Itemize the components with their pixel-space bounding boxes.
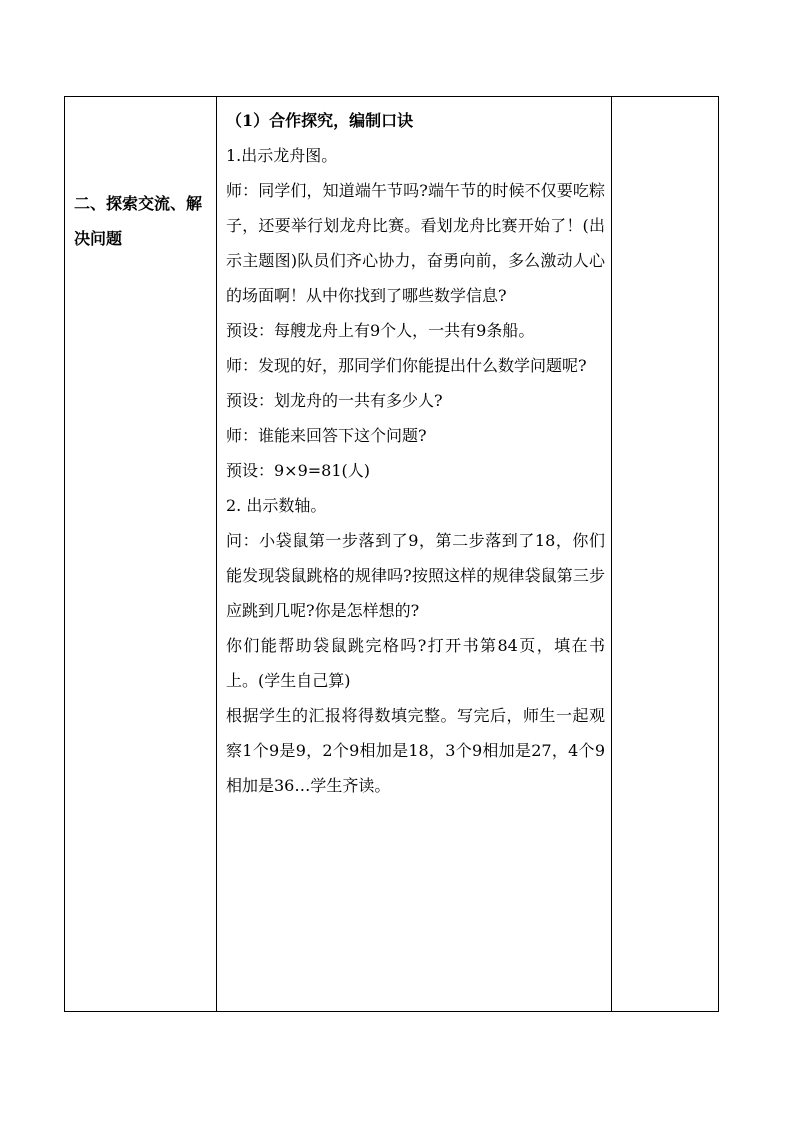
stage-cell bbox=[65, 97, 217, 1012]
paragraph: 预设：9×9=81(人) bbox=[226, 461, 371, 480]
stage-title: 二、探索交流、解决问题 bbox=[74, 194, 203, 248]
paragraph: 师：谁能来回答下这个问题? bbox=[226, 426, 427, 445]
paragraph: 师：发现的好，那同学们你能提出什么数学问题呢? bbox=[226, 356, 587, 375]
paragraph: 预设：每艘龙舟上有9个人，一共有9条船。 bbox=[226, 321, 535, 340]
content-cell bbox=[217, 97, 612, 1012]
paragraph: 1.出示龙舟图。 bbox=[226, 146, 338, 165]
lesson-plan-table bbox=[64, 96, 719, 1012]
paragraph: 根据学生的汇报将得数填完整。写完后，师生一起观察1个9是9，2个9相加是18，3个9相加是27，4个9相加是36…学生齐读。 bbox=[226, 706, 605, 795]
paragraph: 师：同学们，知道端午节吗?端午节的时候不仅要吃粽子，还要举行划龙舟比赛。看划龙舟比赛开始了！(出示主题图)队员们齐心协力，奋勇向前，多么激动人心的场面啊！从中你找到了哪些数学信息? bbox=[226, 181, 605, 305]
paragraph: 你们能帮助袋鼠跳完格吗?打开书第84页，填在书上。(学生自己算) bbox=[226, 636, 605, 690]
section-heading: （1）合作探究，编制口诀 bbox=[226, 111, 414, 130]
paragraph: 2. 出示数轴。 bbox=[226, 496, 327, 515]
content-body bbox=[217, 97, 611, 803]
paragraph: 问：小袋鼠第一步落到了9，第二步落到了18，你们能发现袋鼠跳格的规律吗?按照这样的规律袋鼠第三步应跳到几呢?你是怎样想的? bbox=[226, 531, 605, 620]
paragraph: 预设：划龙舟的一共有多少人? bbox=[226, 391, 443, 410]
table-row bbox=[65, 97, 719, 1012]
notes-cell bbox=[612, 97, 719, 1012]
